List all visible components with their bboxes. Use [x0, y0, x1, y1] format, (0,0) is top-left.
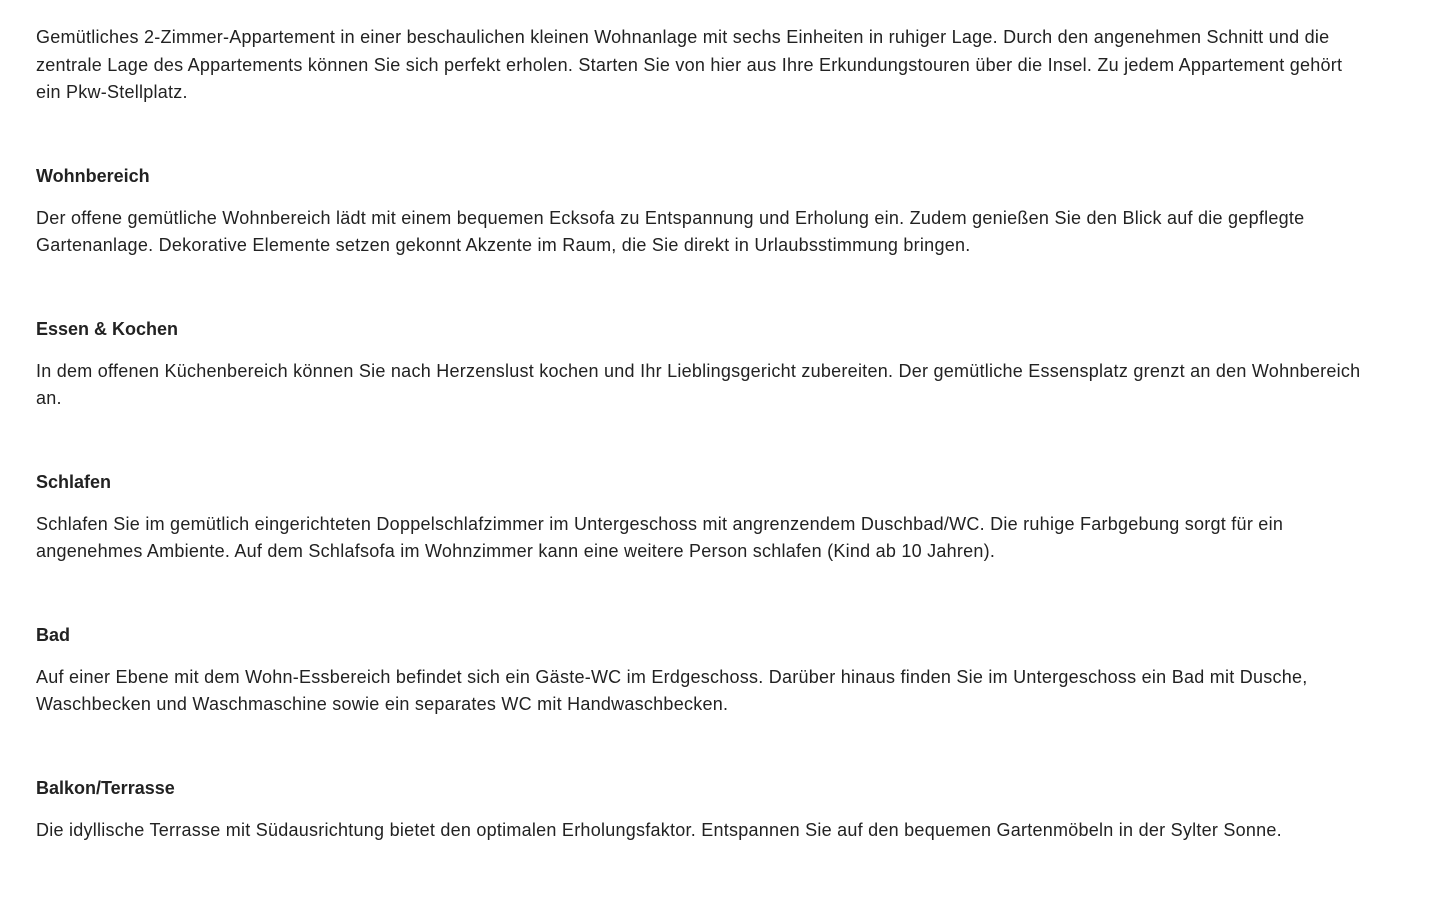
section-bad — [36, 622, 1404, 719]
section-heading: Balkon/Terrasse — [36, 777, 175, 798]
section-schlafen — [36, 469, 1404, 566]
text-line: Auf einer Ebene mit dem Wohn-Essbereich befindet sich ein Gäste-WC im Erdgeschoss. Darüber hinaus finden Sie im Untergeschoss ein Bad mit Dusche, — [36, 666, 1308, 687]
text-line: Schlafen Sie im gemütlich eingerichteten Doppelschlafzimmer im Untergeschoss mit angrenzendem Duschbad/WC. Die ruhige Farbgebung sorgt für ein — [36, 513, 1284, 534]
section-paragraph — [36, 664, 1404, 719]
text-line: ein Pkw-Stellplatz. — [36, 82, 188, 102]
text-line: Der offene gemütliche Wohnbereich lädt mit einem bequemen Ecksofa zu Entspannung und Erholung ein. Zudem genießen Sie den Blick auf die gepflegte — [36, 207, 1305, 228]
section-heading: Bad — [36, 624, 71, 645]
text-line: Waschbecken und Waschmaschine sowie ein separates WC mit Handwaschbecken. — [36, 694, 729, 714]
text-line: zentrale Lage des Appartements können Sie sich perfekt erholen. Starten Sie von hier aus Ihre Erkundungstouren über die Insel. Zu jedem Appartement gehört — [36, 54, 1343, 75]
section-heading: Essen & Kochen — [36, 318, 179, 339]
intro-paragraph — [36, 24, 1404, 107]
text-line: angenehmes Ambiente. Auf dem Schlafsofa im Wohnzimmer kann eine weitere Person schlafen (Kind ab 10 Jahren). — [36, 541, 996, 561]
section-balkon-terrasse — [36, 775, 1404, 845]
text-line: an. — [36, 388, 62, 408]
section-paragraph — [36, 205, 1404, 260]
text-line: Gartenanlage. Dekorative Elemente setzen gekonnt Akzente im Raum, die Sie direkt in Urlaubsstimmung bringen. — [36, 235, 971, 255]
section-paragraph — [36, 817, 1404, 845]
section-paragraph — [36, 358, 1404, 413]
text-line: In dem offenen Küchenbereich können Sie nach Herzenslust kochen und Ihr Lieblingsgericht zubereiten. Der gemütliche Essensplatz grenzt an den Wohnbereich — [36, 360, 1361, 381]
section-essen-kochen — [36, 316, 1404, 413]
section-heading: Schlafen — [36, 471, 112, 492]
text-line: Die idyllische Terrasse mit Südausrichtung bietet den optimalen Erholungsfaktor. Entspannen Sie auf den bequemen Gartenmöbeln in der Sylter Sonne. — [36, 819, 1282, 840]
section-wohnbereich — [36, 163, 1404, 260]
section-paragraph — [36, 511, 1404, 566]
text-line: Gemütliches 2-Zimmer-Appartement in einer beschaulichen kleinen Wohnanlage mit sechs Einheiten in ruhiger Lage. Durch den angenehmen Schnitt und die — [36, 27, 1330, 47]
section-heading: Wohnbereich — [36, 165, 150, 186]
